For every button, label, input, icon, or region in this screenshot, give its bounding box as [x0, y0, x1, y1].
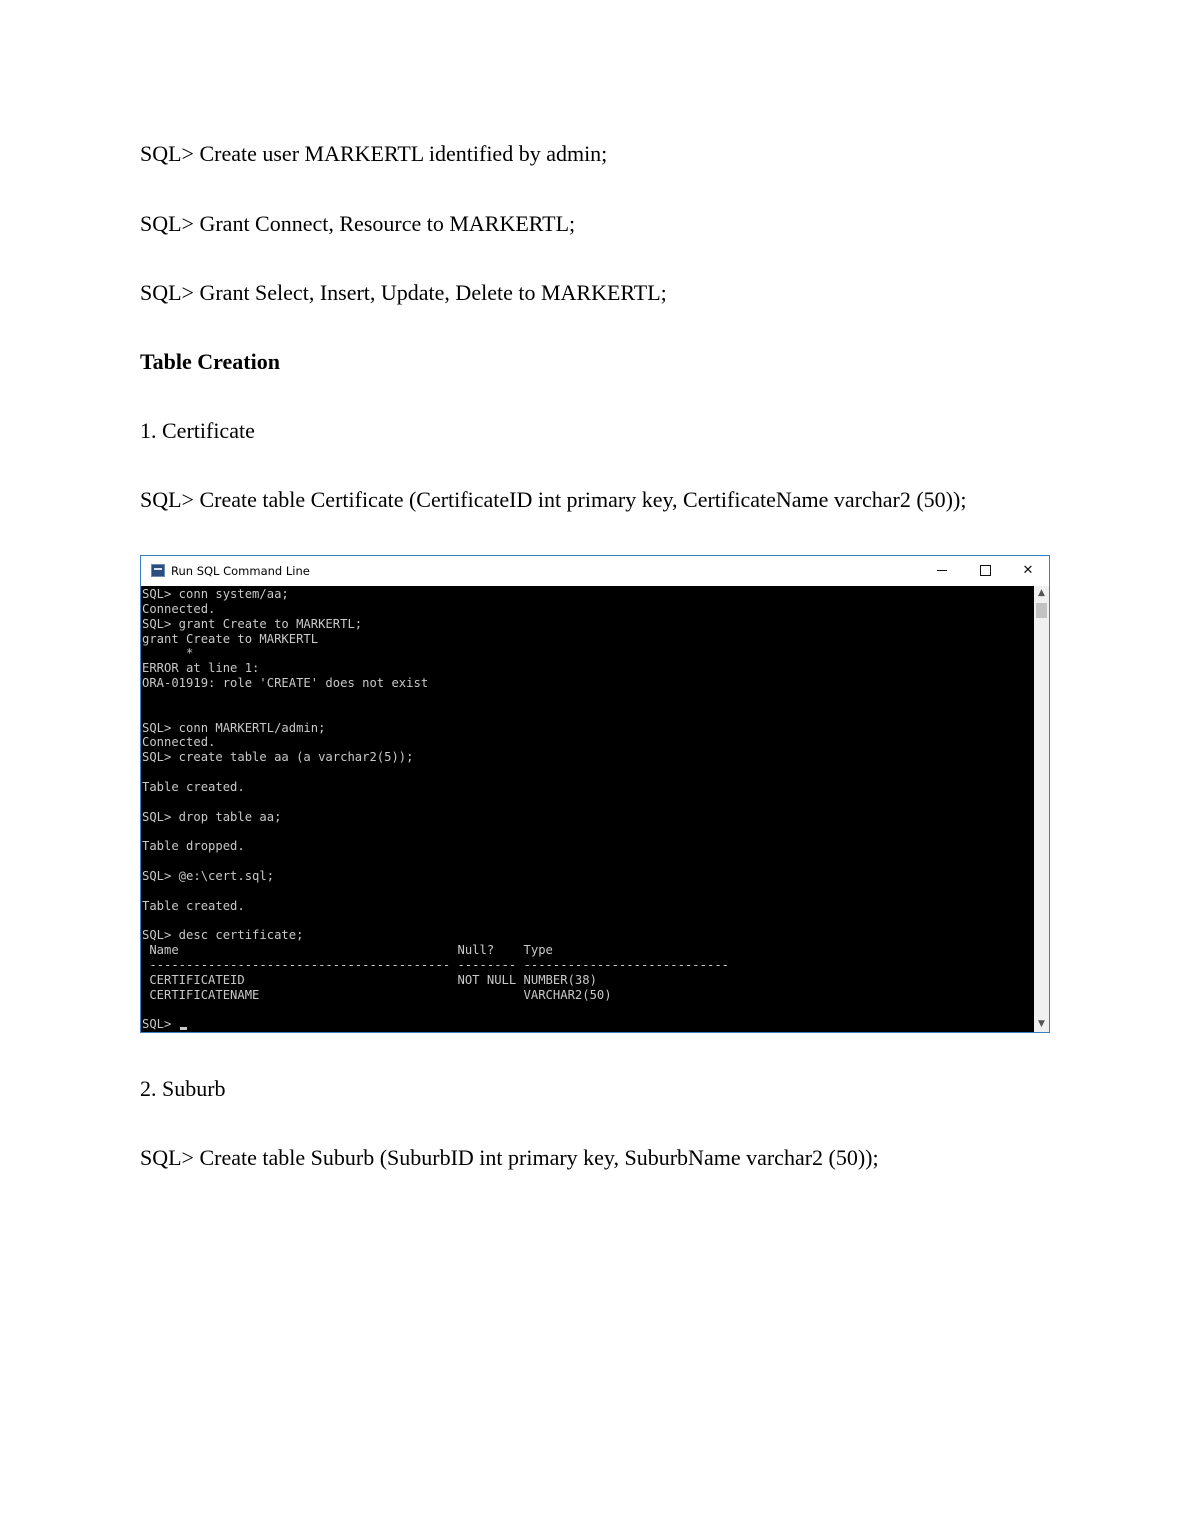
console-output[interactable] [141, 586, 1035, 1032]
console-line [142, 914, 729, 929]
console-window-screenshot [140, 555, 1050, 1033]
console-line: CERTIFICATENAME VARCHAR2(50) [142, 987, 612, 1002]
scroll-up-icon[interactable]: ▲ [1038, 588, 1045, 598]
item-suburb-sql: SQL> Create table Suburb (SuburbID int primary key, SuburbName varchar2 (50)); [140, 1145, 879, 1170]
console-line [142, 795, 729, 810]
console-line: SQL> desc certificate; [142, 928, 304, 943]
console-line: CERTIFICATEID NOT NULL NUMBER(38) [142, 972, 597, 987]
console-scrollbar[interactable] [1034, 586, 1049, 1032]
console-line: ORA-01919: role 'CREATE' does not exist [142, 676, 429, 691]
item-certificate-title: 1. Certificate [140, 418, 255, 443]
console-line: * [142, 646, 194, 661]
sql-console-icon [151, 564, 165, 577]
sql-line-grant-connect: SQL> Grant Connect, Resource to MARKERTL; [140, 211, 576, 236]
scroll-thumb[interactable] [1036, 603, 1047, 618]
console-line: Connected. [142, 735, 216, 750]
close-icon: ✕ [1022, 563, 1034, 578]
maximize-button[interactable] [964, 556, 1006, 586]
console-line: SQL> conn MARKERTL/admin; [142, 720, 326, 735]
console-prompt-line[interactable] [142, 1017, 729, 1032]
console-line: Table dropped. [142, 839, 245, 854]
scroll-down-icon[interactable]: ▼ [1038, 1019, 1045, 1029]
console-line: SQL> drop table aa; [142, 809, 282, 824]
item-suburb-title: 2. Suburb [140, 1076, 226, 1101]
console-line: SQL> create table aa (a varchar2(5)); [142, 750, 414, 765]
minimize-icon [937, 570, 947, 571]
console-line: Connected. [142, 601, 216, 616]
console-line: ----------------------------------------- -------- ---------------------------- [142, 958, 729, 973]
console-line: SQL> @e:\cert.sql; [142, 869, 275, 884]
console-line [142, 691, 729, 706]
console-line [142, 765, 729, 780]
console-line [142, 706, 729, 721]
console-line: Table created. [142, 898, 245, 913]
console-title-bar [141, 556, 1049, 586]
minimize-button[interactable] [921, 556, 963, 586]
console-line: SQL> grant Create to MARKERTL; [142, 616, 363, 631]
console-line [142, 1003, 729, 1018]
close-button[interactable] [1007, 556, 1049, 586]
console-title: Run SQL Command Line [171, 564, 310, 578]
console-line [142, 854, 729, 869]
item-certificate-sql: SQL> Create table Certificate (CertificateID int primary key, CertificateName varchar2 (50)); [140, 487, 967, 512]
console-text [142, 587, 729, 1032]
sql-line-grant-select: SQL> Grant Select, Insert, Update, Delete to MARKERTL; [140, 280, 667, 305]
sql-line-create-user: SQL> Create user MARKERTL identified by admin; [140, 141, 608, 166]
console-line [142, 884, 729, 899]
console-line: SQL> conn system/aa; [142, 587, 289, 601]
console-line: Table created. [142, 779, 245, 794]
console-line: grant Create to MARKERTL [142, 631, 319, 646]
console-line [142, 825, 729, 840]
console-line: ERROR at line 1: [142, 661, 260, 676]
section-heading: Table Creation [140, 349, 280, 374]
console-line: Name Null? Type [142, 943, 553, 958]
console-prompt: SQL> [142, 1017, 179, 1032]
text-cursor [180, 1027, 187, 1030]
maximize-icon [980, 565, 991, 576]
